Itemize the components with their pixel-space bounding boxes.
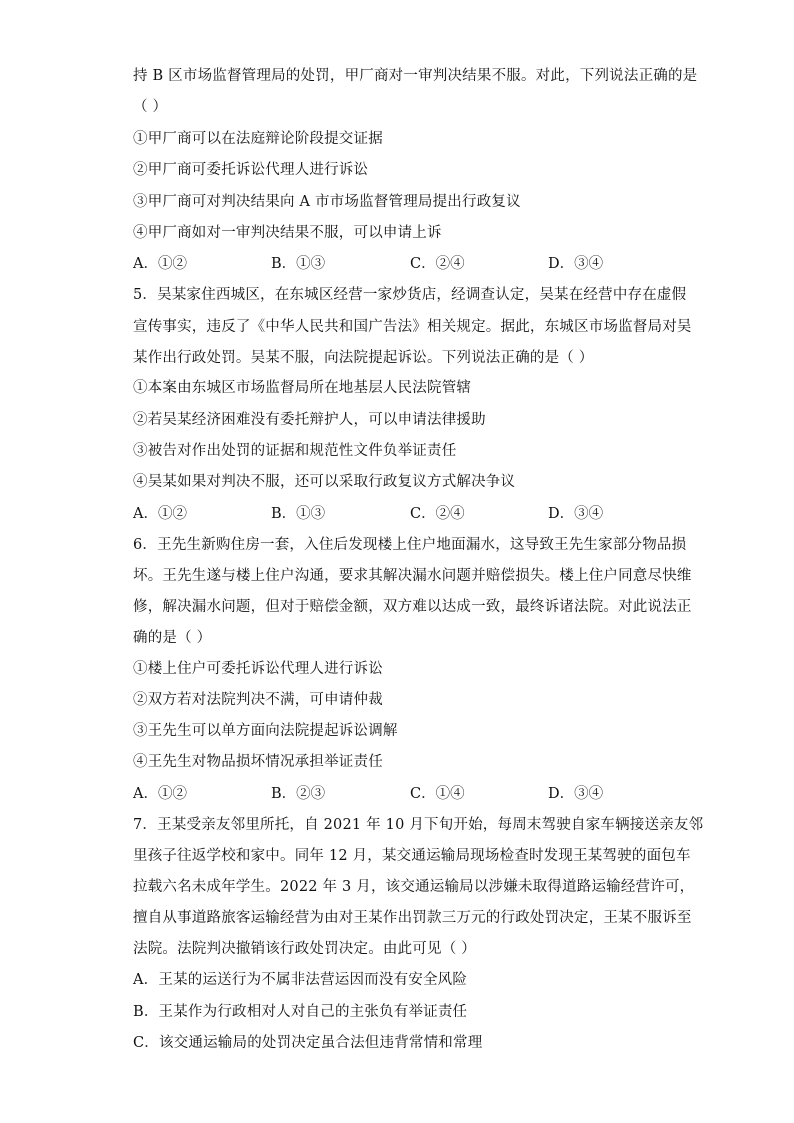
q7-stem-line-5: 法院。法院判决撤销该行政处罚决定。由此可见（ ）	[133, 941, 476, 957]
q5-stem-line-3: 某作出行政处罚。吴某不服，向法院提起诉讼。下列说法正确的是（ ）	[133, 350, 594, 366]
q6-item-2: ②双方若对法院判决不满，可申请仲裁	[133, 692, 383, 708]
q4-option-b: B．①③	[271, 256, 326, 272]
q4-stem-line-2: （ ）	[133, 99, 168, 115]
q7-stem-line-3: 拉载六名未成年学生。2022 年 3 月，该交通运输局以涉嫌未取得道路运输经营许可，	[133, 879, 695, 895]
q7-choice-c: C．该交通运输局的处罚决定虽合法但违背常情和常理	[133, 1035, 483, 1051]
q6-item-1: ①楼上住户可委托诉讼代理人进行诉讼	[133, 661, 383, 677]
q6-option-c: C．①④	[410, 786, 465, 802]
q6-stem-line-4: 确的是（ ）	[133, 630, 212, 646]
q5-item-4: ④吴某如果对判决不服，还可以采取行政复议方式解决争议	[133, 474, 516, 490]
q6-stem-line-2: 坏。王先生遂与楼上住户沟通，要求其解决漏水问题并赔偿损失。楼上住户同意尽快维	[133, 568, 692, 584]
q6-stem-line-3: 修，解决漏水问题，但对于赔偿金额，双方难以达成一致，最终诉诸法院。对此说法正	[133, 599, 692, 615]
q6-option-a: A．①②	[133, 786, 187, 802]
q5-option-b: B．①③	[271, 506, 326, 522]
q5-item-3: ③被告对作出处罚的证据和规范性文件负举证责任	[133, 443, 457, 459]
q6-stem-line-1: 6．王先生新购住房一套，入住后发现楼上住户地面漏水，这导致王先生家部分物品损	[133, 537, 687, 553]
q5-stem-line-1: 5．吴某家住西城区，在东城区经营一家炒货店，经调查认定，吴某在经营中存在虚假	[133, 287, 687, 303]
q7-stem-line-2: 里孩子往返学校和家中。同年 12 月，某交通运输局现场检查时发现王某驾驶的面包车	[133, 848, 691, 864]
q6-item-3: ③王先生可以单方面向法院提起诉讼调解	[133, 723, 398, 739]
q6-option-d: D．③④	[548, 786, 604, 802]
q7-choice-b: B．王某作为行政相对人对自己的主张负有举证责任	[133, 1004, 468, 1020]
q5-option-c: C．②④	[410, 506, 465, 522]
q6-option-b: B．②③	[271, 786, 326, 802]
q6-item-4: ④王先生对物品损坏情况承担举证责任	[133, 754, 383, 770]
q4-stem-line-1: 持 B 区市场监督管理局的处罚，甲厂商对一审判决结果不服。对此，下列说法正确的是	[133, 68, 698, 84]
q7-stem-line-4: 擅自从事道路旅客运输经营为由对王某作出罚款三万元的行政处罚决定，王某不服诉至	[133, 910, 692, 926]
q7-stem-line-1: 7．王某受亲友邻里所托，自 2021 年 10 月下旬开始，每周末驾驶自家车辆接送亲友邻	[133, 817, 704, 833]
q5-stem-line-2: 宣传事实，违反了《中华人民共和国广告法》相关规定。据此，东城区市场监督局对吴	[133, 319, 692, 335]
q5-option-d: D．③④	[548, 506, 604, 522]
q4-option-a: A．①②	[133, 256, 187, 272]
q5-item-2: ②若吴某经济困难没有委托辩护人，可以申请法律援助	[133, 412, 486, 428]
q4-item-3: ③甲厂商可对判决结果向 A 市市场监督管理局提出行政复议	[133, 194, 521, 210]
q4-option-c: C．②④	[410, 256, 465, 272]
q5-item-1: ①本案由东城区市场监督局所在地基层人民法院管辖	[133, 380, 472, 396]
q4-item-4: ④甲厂商如对一审判决结果不服，可以申请上诉	[133, 225, 442, 241]
q5-option-a: A．①②	[133, 506, 187, 522]
q4-option-d: D．③④	[548, 256, 604, 272]
q7-choice-a: A．王某的运送行为不属非法营运因而没有安全风险	[133, 972, 468, 988]
q4-item-1: ①甲厂商可以在法庭辩论阶段提交证据	[133, 131, 383, 147]
q4-item-2: ②甲厂商可委托诉讼代理人进行诉讼	[133, 162, 369, 178]
